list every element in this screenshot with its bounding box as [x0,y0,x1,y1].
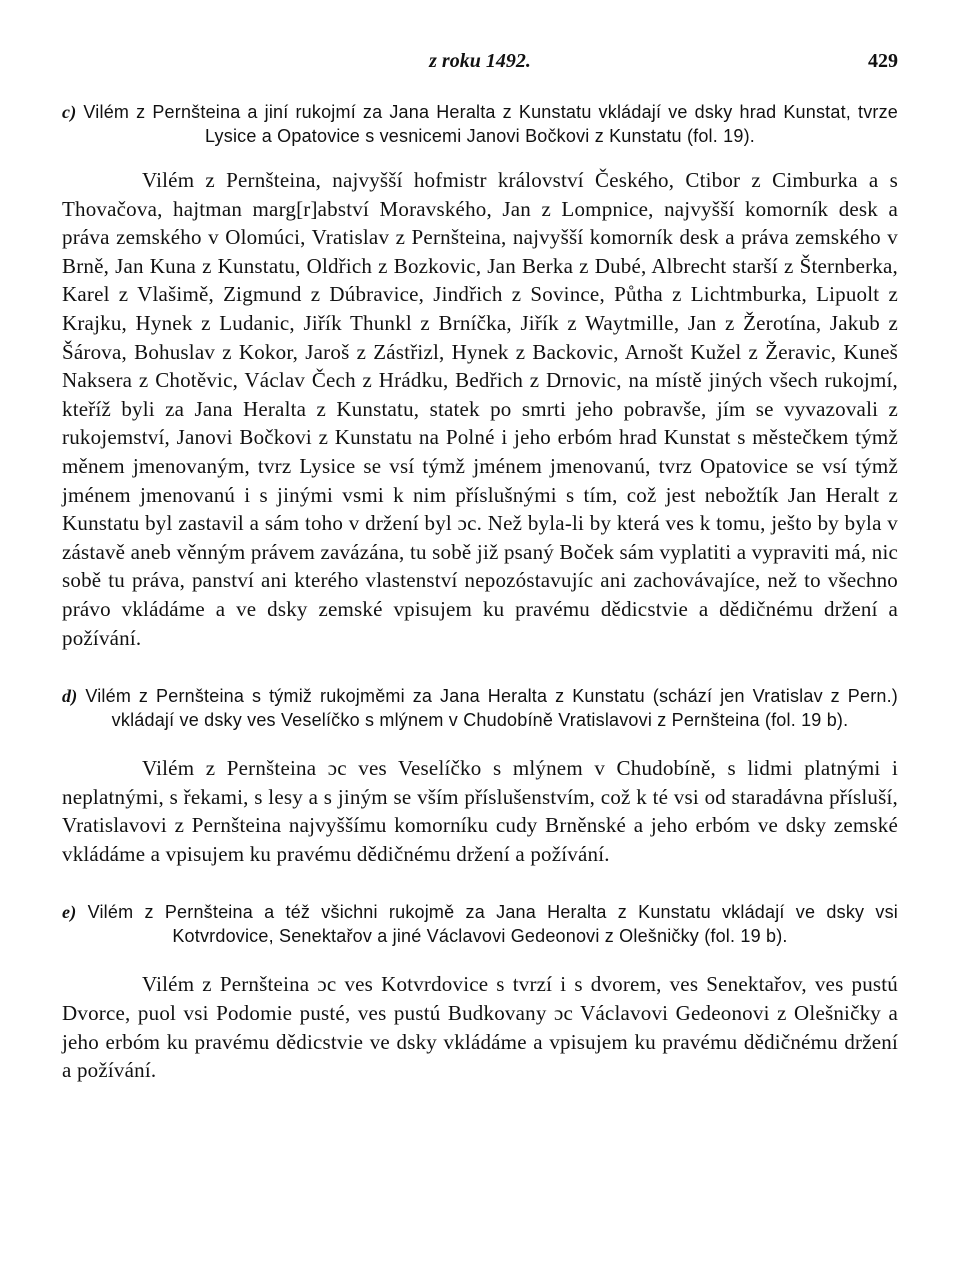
section-d [62,684,898,868]
section-heading [62,684,898,732]
section-body: Vilém z Pernšteina ɔc ves Kotvrdovice s tvrzí i s dvorem, ves Senektařov, ves pustú Dvorce, puol vsi Podomie pusté, ves pustú Budkovany ɔc Václavovi Gedeonovi z Olešničky a jeho erbóm ku pravému dědicstvie ve dsky vkládáme a vpisujem ku pravému dědičnému držení a požívání. [62,972,898,1083]
section-body: Vilém z Pernšteina, najvyšší hofmistr království Českého, Ctibor z Cimburka a s Thovačova, hajtman marg[r]abství Moravského, Jan z Lompnice, najvyšší komorník desk a práva zemského v Olomúci, Vratislav z Pernšteina, najvyšší komorník desk a práva zemského v Brně, Jan Kuna z Kunstatu, Oldřich z Bozkovic, Jan Berka z Dubé, Albrecht starší z Šternberka, Karel z Vlašimě, Zigmund z Dúbravice, Jindřich z Sovince, Půtha z Lichtmburka, Lipuolt z Krajku, Hynek z Ludanic, Jiřík Thunkl z Brníčka, Jiřík z Waytmille, Jan z Žerotína, Jakub z Šárova, Bohuslav z Kokor, Jaroš z Zástřizl, Hynek z Backovic, Arnošt Kužel z Žeravic, Kuneš Naksera z Chotěvic, Václav Čech z Hrádku, Bedřich z Drnovic, na místě jiných všech rukojmí, kteříž byli za Jana Heralta z Kunstatu, statek po smrti jeho pobravše, jím se vyvazovali z rukojemství, Janovi Bočkovi z Kunstatu na Polné i jeho erbóm hrad Kunstat s městečkem týmž měnem jmenovaným, tvrz Lysice se vsí týmž jménem jmenovanú, tvrz Opatovice se vsí týmž jménem jmenovanú i s jinými vsmi k nim příslušnými s tím, což jest nebožtík Jan Heralt z Kunstatu byl zastavil a sám toho v držení byl ɔc. Než byla-li by která ves k tomu, ješto by byla v zástavě aneb věnným právem zavázána, tu sobě již psaný Boček sám vyplatiti a vypraviti má, nic sobě tu práva, panství ani kterého vlastenství nepozóstavujíc ani zachovávajíce, než to všechno právo vkládáme a ve dsky zemské vpisujem ku pravému dědicstvie a dědičnému držení a požívání. [62,168,898,650]
section-letter: e) [62,902,77,923]
section-heading-text: Vilém z Pernšteina a jiní rukojmí za Jana Heralta z Kunstatu vkládají ve dsky hrad Kunstat, tvrze Lysice a Opatovice s vesnicemi Janovi Bočkovi z Kunstatu (fol. 19). [83,102,898,146]
section-heading-text: Vilém z Pernšteina a též všichni rukojmě za Jana Heralta z Kunstatu vkládají ve dsky vsi Kotvrdovice, Senektařov a jiné Václavovi Gedeonovi z Olešničky (fol. 19 b). [87,902,899,947]
page-header [62,50,898,90]
section-c [62,100,898,652]
section-body: Vilém z Pernšteina ɔc ves Veselíčko s mlýnem v Chudobíně, s lidmi platnými i neplatnými, s řekami, s lesy a s jiným se vším příslušenstvím, což k té vsi od staradávna přísluší, Vratislavovi z Pernšteina najvyššímu komorníku cudy Brněnské a jeho erbóm ve dsky zemské vkládáme a vpisujem ku pravému dědičnému držení a požívání. [62,756,898,866]
section-letter: c) [62,102,77,122]
running-title: z roku 1492. [429,50,531,72]
section-heading [62,900,898,948]
section-heading-text: Vilém z Pernšteina s týmiž rukojměmi za Jana Heralta z Kunstatu (schází jen Vratislav z Pern.) vkládají ve dsky ves Veselíčko s mlýnem v Chudobíně Vratislavovi z Pernšteina (fol. 19 b). [85,686,899,731]
section-heading [62,100,898,148]
document-page [62,50,898,1085]
section-e [62,900,898,1084]
page-number: 429 [868,50,898,72]
section-letter: d) [62,686,78,707]
